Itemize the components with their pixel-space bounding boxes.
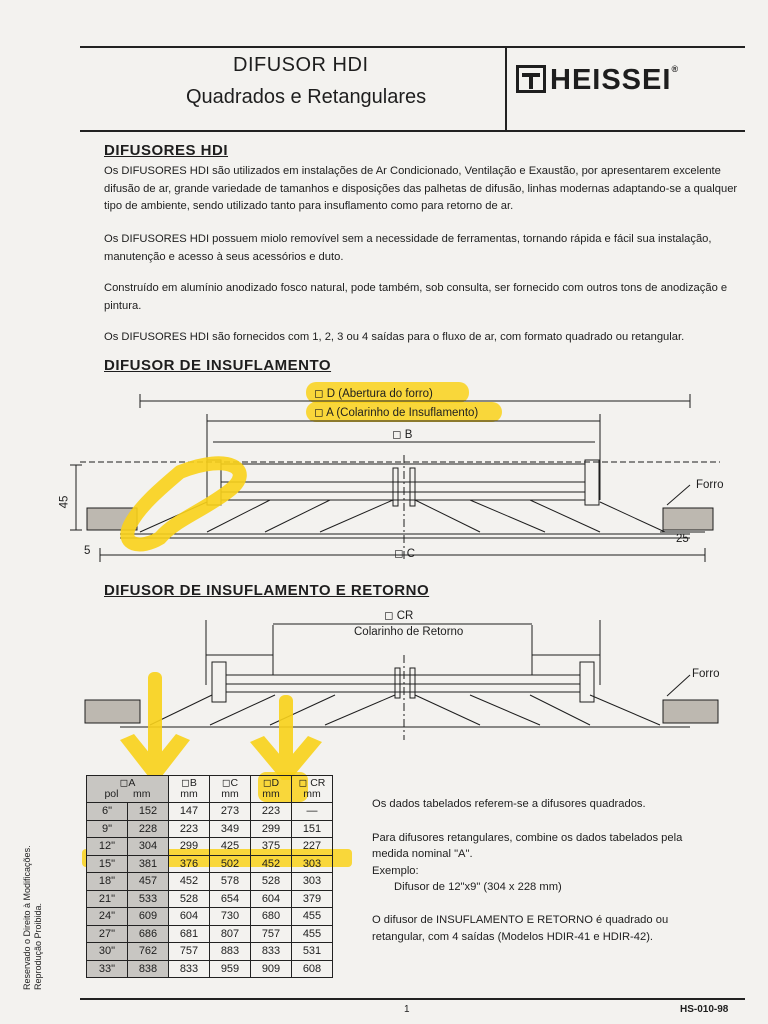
table-cell: 686 — [128, 925, 169, 943]
header-divider — [505, 48, 507, 130]
th-cr — [292, 776, 333, 803]
dim-45: 45 — [58, 495, 71, 509]
table-cell: 883 — [210, 943, 251, 961]
label-b: ◻ B — [392, 429, 413, 441]
paragraph-3: Construído em alumínio anodizado fosco natural, pode também, sob consulta, ser fornecido com outros tons de anodização e pintura. — [104, 282, 728, 312]
table-cell: 227 — [292, 838, 333, 856]
table-header-row — [87, 776, 333, 803]
label-cr-desc: Colarinho de Retorno — [354, 626, 464, 638]
table-cell: 608 — [292, 960, 333, 978]
section-heading-insuflamento-retorno: DIFUSOR DE INSUFLAMENTO E RETORNO — [104, 582, 430, 599]
side-note — [22, 845, 44, 990]
table-cell: 730 — [210, 908, 251, 926]
th-a-mm: mm — [133, 788, 151, 800]
table-cell: 807 — [210, 925, 251, 943]
table-cell: 223 — [169, 820, 210, 838]
table-row — [87, 960, 333, 978]
table-cell: 21" — [87, 890, 128, 908]
dim-5: 5 — [84, 545, 91, 557]
highlight-collar-mark — [127, 463, 239, 544]
table-cell: 223 — [251, 803, 292, 821]
table-cell: 457 — [128, 873, 169, 891]
table-row — [87, 855, 333, 873]
table-cell: 18" — [87, 873, 128, 891]
table-cell: 425 — [210, 838, 251, 856]
table-cell: 455 — [292, 908, 333, 926]
th-b — [169, 776, 210, 803]
dim-25: 25 — [676, 533, 689, 545]
table-cell: 273 — [210, 803, 251, 821]
table-cell: 909 — [251, 960, 292, 978]
table-cell: 299 — [169, 838, 210, 856]
table-cell: 303 — [292, 873, 333, 891]
note-2: Para difusores retangulares, combine os dados tabelados pela — [372, 832, 683, 844]
th-d-label: ◻D — [262, 777, 280, 789]
table-cell: 12" — [87, 838, 128, 856]
th-a — [87, 776, 169, 803]
th-c-label: ◻C — [221, 777, 239, 789]
table-cell: 604 — [251, 890, 292, 908]
table-cell: 299 — [251, 820, 292, 838]
table-row — [87, 925, 333, 943]
label-cr: ◻ CR — [384, 610, 414, 622]
table-cell: 838 — [128, 960, 169, 978]
note-1: Os dados tabelados referem-se a difusores quadrados. — [372, 798, 646, 810]
table-cell: 833 — [251, 943, 292, 961]
label-a: ◻ A (Colarinho de Insuflamento) — [314, 407, 479, 419]
table-cell: 959 — [210, 960, 251, 978]
table-cell: 533 — [128, 890, 169, 908]
page-number: 1 — [404, 1004, 410, 1015]
table-row — [87, 820, 333, 838]
side-note-line1: Reservado o Direito à Modificações. — [22, 845, 32, 990]
table-cell: 33" — [87, 960, 128, 978]
table-cell: 578 — [210, 873, 251, 891]
table-row — [87, 943, 333, 961]
note-5: Difusor de 12"x9" (304 x 228 mm) — [394, 881, 562, 893]
table-cell: 833 — [169, 960, 210, 978]
table-cell: 502 — [210, 855, 251, 873]
table-cell: 379 — [292, 890, 333, 908]
side-note-line2: Reprodução Proibida. — [33, 902, 43, 990]
table-row — [87, 838, 333, 856]
label-forro-1: Forro — [696, 479, 724, 491]
table-cell: 762 — [128, 943, 169, 961]
table-cell: 609 — [128, 908, 169, 926]
table-cell: 9" — [87, 820, 128, 838]
table-cell: 15" — [87, 855, 128, 873]
table-cell: 24" — [87, 908, 128, 926]
th-b-unit: mm — [180, 788, 198, 800]
registered-mark: ® — [671, 64, 680, 74]
table-cell: 375 — [251, 838, 292, 856]
table-row — [87, 873, 333, 891]
th-d — [251, 776, 292, 803]
table-cell: 303 — [292, 855, 333, 873]
table-cell: 452 — [251, 855, 292, 873]
th-a-label: ◻A — [119, 777, 136, 789]
table-cell: 381 — [128, 855, 169, 873]
th-cr-unit: mm — [303, 788, 321, 800]
table-cell: 528 — [169, 890, 210, 908]
table-cell: 349 — [210, 820, 251, 838]
th-c-unit: mm — [221, 788, 239, 800]
table-cell: 455 — [292, 925, 333, 943]
th-b-label: ◻B — [181, 777, 197, 789]
table-cell: 304 — [128, 838, 169, 856]
doc-subtitle: Quadrados e Retangulares — [186, 86, 427, 108]
th-d-unit: mm — [262, 788, 280, 800]
collar-right — [585, 460, 599, 505]
th-c — [210, 776, 251, 803]
table-cell: 757 — [251, 925, 292, 943]
th-cr-label: ◻ CR — [298, 777, 326, 789]
dimensions-table — [86, 775, 333, 978]
label-forro-2: Forro — [692, 668, 720, 680]
table-cell: 680 — [251, 908, 292, 926]
paragraph-4: Os DIFUSORES HDI são fornecidos com 1, 2, 3 ou 4 saídas para o fluxo de ar, com formato quadrado ou retangular. — [104, 331, 685, 343]
table-cell: — — [292, 803, 333, 821]
table-cell: 681 — [169, 925, 210, 943]
note-3: medida nominal "A". — [372, 848, 473, 860]
note-7: retangular, com 4 saídas (Modelos HDIR-41 e HDIR-42). — [372, 931, 654, 943]
brand-name: HEISSEI — [550, 64, 672, 96]
paragraph-1: Os DIFUSORES HDI são utilizados em instalações de Ar Condicionado, Ventilação e Exaustão, por apresentarem excelente difusão de ar, grande variedade de tamanhos e disposições das palhetas de difusão, linhas modernas adaptando-se a qualquer tipo de ambiente, sendo utilizado tanto para insuflamento como para retorno de ar. — [104, 165, 738, 212]
table-cell: 151 — [292, 820, 333, 838]
table-row — [87, 890, 333, 908]
diagram-insuflamento-retorno — [0, 600, 768, 780]
table-cell: 528 — [251, 873, 292, 891]
doc-title: DIFUSOR HDI — [233, 54, 369, 76]
note-6: O difusor de INSUFLAMENTO E RETORNO é quadrado ou — [372, 914, 669, 926]
footer-rule — [80, 998, 745, 1000]
table-cell: 654 — [210, 890, 251, 908]
table-row — [87, 908, 333, 926]
table-cell: 152 — [128, 803, 169, 821]
table-cell: 30" — [87, 943, 128, 961]
brand-mark-icon — [516, 65, 546, 93]
table-cell: 376 — [169, 855, 210, 873]
table-cell: 757 — [169, 943, 210, 961]
note-4: Exemplo: — [372, 865, 419, 877]
th-a-units — [87, 789, 168, 800]
table-cell: 147 — [169, 803, 210, 821]
table-row — [87, 803, 333, 821]
table-cell: 604 — [169, 908, 210, 926]
table-cell: 228 — [128, 820, 169, 838]
paragraph-2: Os DIFUSORES HDI possuem miolo removível sem a necessidade de ferramentas, tornando rápida e fácil sua instalação, manutenção e acesso à seus acessórios e duto. — [104, 233, 712, 263]
table-cell: 531 — [292, 943, 333, 961]
doc-code: HS-010-98 — [680, 1004, 729, 1015]
table-cell: 452 — [169, 873, 210, 891]
section-heading-difusores: DIFUSORES HDI — [104, 142, 229, 159]
table-cell: 27" — [87, 925, 128, 943]
highlight-arrows — [120, 672, 322, 780]
section-heading-insuflamento: DIFUSOR DE INSUFLAMENTO — [104, 357, 332, 374]
label-d: ◻ D (Abertura do forro) — [314, 388, 433, 400]
table-cell: 6" — [87, 803, 128, 821]
brand-logo — [516, 64, 679, 97]
label-c: ◻ C — [394, 548, 416, 560]
th-a-pol: pol — [104, 788, 119, 800]
